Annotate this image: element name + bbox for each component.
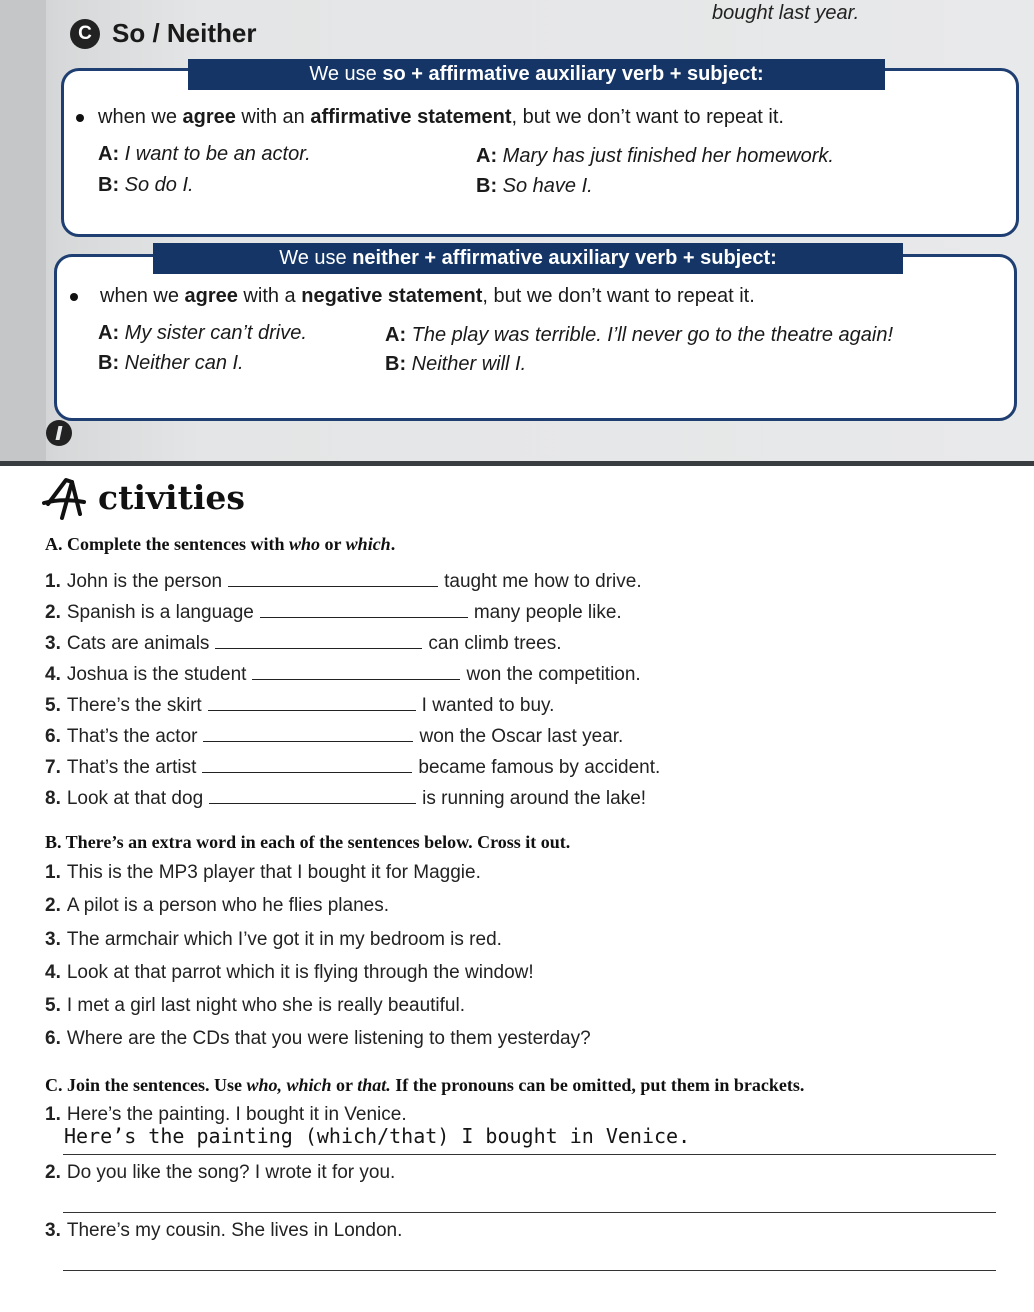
item-text: taught me how to drive. xyxy=(444,571,642,592)
answer-line[interactable] xyxy=(63,1154,996,1155)
speaker-label: B: xyxy=(476,175,498,197)
so-rule-bullet xyxy=(76,106,784,129)
example-answer: Here’s the painting (which/that) I bought in Venice. xyxy=(64,1124,691,1148)
bold-text: agree xyxy=(182,106,236,128)
activities-logo-a-icon xyxy=(42,474,97,524)
item-number: 3. xyxy=(45,633,61,654)
item-text: Do you like the song? I wrote it for you. xyxy=(66,1162,396,1183)
speaker-label: B: xyxy=(98,352,120,374)
item-text[interactable]: Where are the CDs that you were listening to them yesterday? xyxy=(66,1028,591,1049)
text: . xyxy=(390,534,396,554)
text: , but we don’t want to repeat it. xyxy=(482,285,755,307)
item-text: can climb trees. xyxy=(428,633,562,654)
text: C. Join the sentences. Use xyxy=(45,1075,247,1095)
item-text: There’s the skirt xyxy=(66,695,202,716)
text: A. Complete the sentences with xyxy=(45,534,289,554)
activity-b-item xyxy=(45,962,534,984)
item-number: 5. xyxy=(45,695,61,716)
fill-blank[interactable] xyxy=(260,599,468,618)
item-number: 1. xyxy=(45,1104,61,1125)
item-text[interactable]: I met a girl last night who she is really beautiful. xyxy=(66,995,465,1016)
so-example-1b xyxy=(98,174,194,197)
example-text: Neither will I. xyxy=(406,353,527,375)
item-number: 2. xyxy=(45,1162,61,1183)
activity-c-item xyxy=(45,1162,395,1184)
neither-example-2b xyxy=(385,353,526,376)
speaker-label: B: xyxy=(385,353,407,375)
activity-c-item xyxy=(45,1104,407,1126)
so-bar-formula: so + affirmative auxiliary verb + subject: xyxy=(382,63,764,85)
text: when we xyxy=(98,106,183,128)
text: with an xyxy=(235,106,311,128)
activity-b-instructions: B. There’s an extra word in each of the sentences below. Cross it out. xyxy=(45,832,571,852)
activity-a-item xyxy=(45,599,622,624)
activity-b-item xyxy=(45,929,502,951)
neither-bar-formula: neither + affirmative auxiliary verb + subject: xyxy=(352,247,777,269)
answer-line[interactable] xyxy=(63,1270,996,1271)
example-text: Neither can I. xyxy=(119,352,244,374)
bullet-dot xyxy=(70,293,78,301)
activity-a-instructions xyxy=(45,534,395,555)
item-text: Look at that dog xyxy=(66,788,204,809)
item-number: 3. xyxy=(45,929,61,950)
activity-a-item xyxy=(45,661,641,686)
so-bar-prefix: We use xyxy=(309,63,383,85)
speaker-label: A: xyxy=(98,322,120,344)
item-text: That’s the artist xyxy=(66,757,197,778)
item-number: 4. xyxy=(45,962,61,983)
item-number: 6. xyxy=(45,1028,61,1049)
item-text: won the competition. xyxy=(466,664,641,685)
fill-blank[interactable] xyxy=(209,785,416,804)
neither-example-2a xyxy=(385,324,893,347)
activity-c-item xyxy=(45,1220,402,1242)
example-text: Mary has just finished her homework. xyxy=(497,145,834,167)
text: , but we don’t want to repeat it. xyxy=(511,106,784,128)
item-text: became famous by accident. xyxy=(418,757,661,778)
italic-text: who, which xyxy=(246,1075,332,1095)
section-divider xyxy=(0,461,1034,466)
item-number: 1. xyxy=(45,862,61,883)
item-text: There’s my cousin. She lives in London. xyxy=(66,1220,403,1241)
activity-b-item xyxy=(45,895,389,917)
fill-blank[interactable] xyxy=(203,723,413,742)
activity-a-item xyxy=(45,723,623,748)
text: when we xyxy=(100,285,185,307)
item-text[interactable]: A pilot is a person who he flies planes. xyxy=(66,895,389,916)
fill-blank[interactable] xyxy=(228,568,438,587)
bold-text: agree xyxy=(184,285,238,307)
item-number: 2. xyxy=(45,602,61,623)
item-text: That’s the actor xyxy=(66,726,198,747)
fill-blank[interactable] xyxy=(208,692,416,711)
item-text: many people like. xyxy=(473,602,622,623)
info-icon xyxy=(46,420,72,446)
italic-text: which xyxy=(345,534,391,554)
text: If the pronouns can be omitted, put them in brackets. xyxy=(390,1075,805,1095)
activity-b-item xyxy=(45,995,465,1017)
so-example-1a xyxy=(98,143,311,166)
item-number: 5. xyxy=(45,995,61,1016)
text: or xyxy=(331,1075,358,1095)
activity-a-item xyxy=(45,785,646,810)
example-text: The play was terrible. I’ll never go to the theatre again! xyxy=(406,324,894,346)
example-text: So do I. xyxy=(119,174,194,196)
item-number: 7. xyxy=(45,757,61,778)
bullet-dot xyxy=(76,114,84,122)
text: or xyxy=(320,534,346,554)
item-number: 6. xyxy=(45,726,61,747)
so-example-2a xyxy=(476,145,834,168)
page-margin-strip xyxy=(0,0,46,463)
section-letter-badge: C xyxy=(70,19,100,49)
fill-blank[interactable] xyxy=(252,661,460,680)
item-text: I wanted to buy. xyxy=(421,695,555,716)
example-text: So have I. xyxy=(497,175,593,197)
item-number: 2. xyxy=(45,895,61,916)
fill-blank[interactable] xyxy=(215,630,422,649)
neither-example-1a xyxy=(98,322,307,345)
speaker-label: B: xyxy=(98,174,120,196)
neither-rule-bullet xyxy=(70,285,755,308)
item-number: 8. xyxy=(45,788,61,809)
previous-text-fragment: bought last year. xyxy=(712,2,860,24)
item-text[interactable]: Look at that parrot which it is flying through the window! xyxy=(66,962,534,983)
item-number: 3. xyxy=(45,1220,61,1241)
so-rule-bar xyxy=(188,59,885,90)
item-number: 1. xyxy=(45,571,61,592)
activity-a-item xyxy=(45,568,642,593)
item-text: is running around the lake! xyxy=(422,788,647,809)
activities-title: ctivities xyxy=(98,478,245,517)
bold-text: negative statement xyxy=(301,285,483,307)
item-text: Cats are animals xyxy=(66,633,210,654)
activity-b-item xyxy=(45,862,481,884)
example-text: My sister can’t drive. xyxy=(119,322,307,344)
section-title: So / Neither xyxy=(112,18,257,48)
item-text[interactable]: The armchair which I’ve got it in my bedroom is red. xyxy=(66,929,502,950)
neither-bar-prefix: We use xyxy=(279,247,353,269)
item-text: Here’s the painting. I bought it in Venice. xyxy=(66,1104,407,1125)
italic-text: who xyxy=(288,534,320,554)
bold-text: affirmative statement xyxy=(310,106,512,128)
neither-rule-bar xyxy=(153,243,903,274)
item-text: John is the person xyxy=(66,571,223,592)
speaker-label: A: xyxy=(476,145,498,167)
item-text: won the Oscar last year. xyxy=(419,726,624,747)
activity-a-item xyxy=(45,630,561,655)
italic-text: that. xyxy=(357,1075,391,1095)
text: with a xyxy=(237,285,302,307)
answer-line[interactable] xyxy=(63,1212,996,1213)
speaker-label: A: xyxy=(385,324,407,346)
speaker-label: A: xyxy=(98,143,120,165)
item-number: 4. xyxy=(45,664,61,685)
item-text: Spanish is a language xyxy=(66,602,254,623)
section-c-heading xyxy=(70,18,256,49)
activity-a-item xyxy=(45,692,554,717)
item-text: Joshua is the student xyxy=(66,664,247,685)
activity-b-item xyxy=(45,1028,591,1050)
neither-example-1b xyxy=(98,352,244,375)
so-example-2b xyxy=(476,175,593,198)
item-text[interactable]: This is the MP3 player that I bought it for Maggie. xyxy=(66,862,481,883)
fill-blank[interactable] xyxy=(202,754,412,773)
example-text: I want to be an actor. xyxy=(119,143,311,165)
activity-c-instructions xyxy=(45,1075,804,1096)
activity-a-item xyxy=(45,754,660,779)
